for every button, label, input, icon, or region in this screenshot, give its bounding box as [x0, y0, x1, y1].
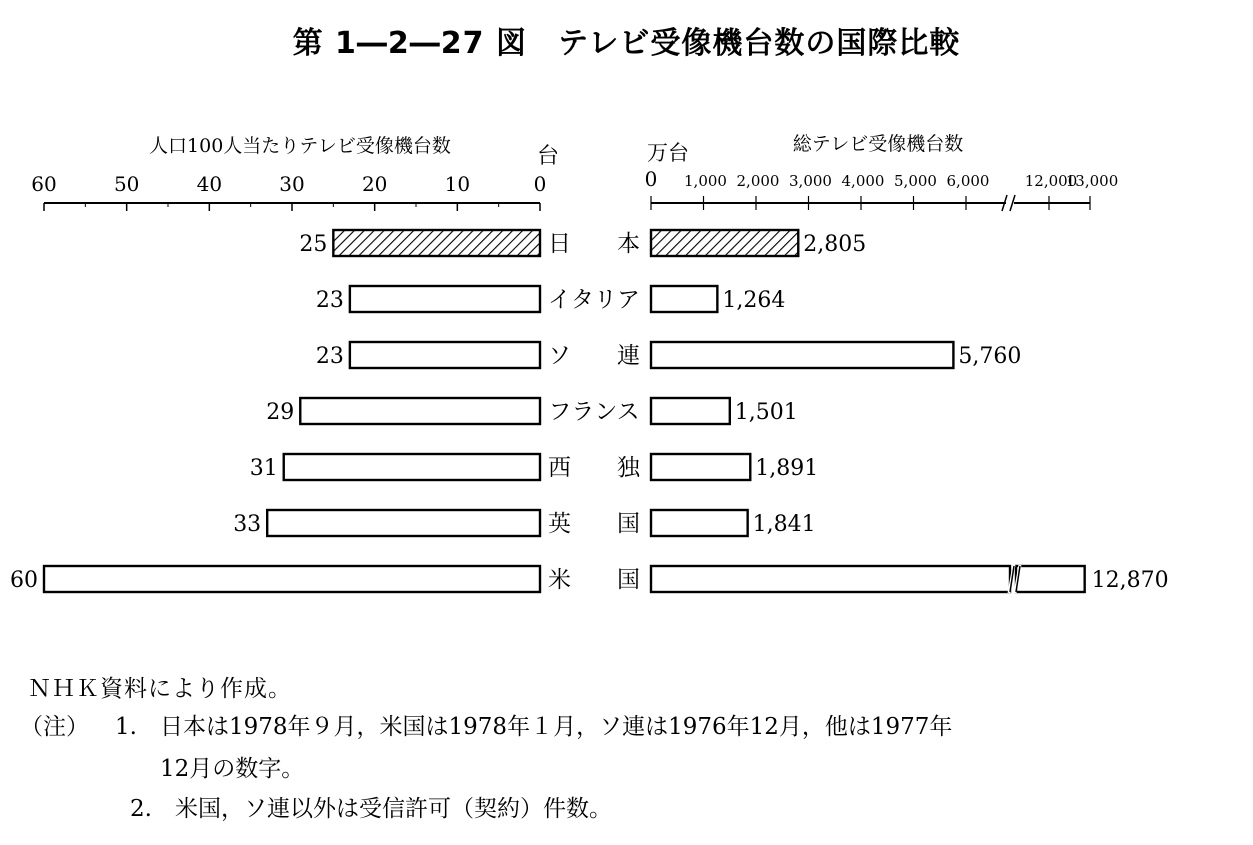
left-bar-value-label: 23 [315, 344, 344, 369]
left-tick-label: 60 [31, 172, 57, 196]
note-1-text: 日本は1978年９月，米国は1978年１月，ソ連は1976年12月，他は1977年 [160, 714, 953, 740]
right-tick-label: 1,000 [684, 172, 727, 190]
right-bar [651, 230, 798, 256]
axis-break-mark [1002, 195, 1015, 211]
right-tick-label: 13,000 [1065, 172, 1119, 190]
left-bar [333, 230, 540, 256]
right-tick-label: 12,000 [1024, 172, 1078, 190]
right-tick-label: 3,000 [789, 172, 832, 190]
country-label: 日 本 [548, 231, 640, 257]
right-bar-value-label: 12,870 [1091, 568, 1169, 593]
note-1-continued: 12月の数字。 [160, 756, 305, 782]
country-label: 西 独 [548, 455, 640, 481]
left-bar-value-label: 29 [266, 400, 295, 425]
right-bar-value-label: 1,891 [755, 456, 819, 481]
country-labels [548, 231, 641, 593]
right-tick-label: 6,000 [946, 172, 990, 190]
left-tick-label: 0 [533, 172, 547, 196]
right-tick-label: 5,000 [894, 172, 937, 190]
left-tick-label: 40 [196, 172, 223, 196]
left-axis-title: 人口100人当たりテレビ受像機台数 [149, 135, 451, 157]
right-bar [651, 398, 730, 424]
country-label: ソ 連 [548, 343, 640, 369]
note-1 [20, 708, 952, 741]
left-bar-value-label: 60 [10, 568, 38, 593]
left-bar [300, 398, 540, 424]
note-2-number: 2. [130, 796, 152, 822]
right-bar-value-label: 1,264 [722, 288, 786, 313]
left-bar [267, 510, 540, 536]
note-2-text: 米国，ソ連以外は受信許可（契約）件数。 [175, 796, 612, 822]
right-bar [651, 510, 748, 536]
left-bar-value-label: 33 [233, 512, 262, 537]
right-axis-title: 総テレビ受像機台数 [792, 133, 964, 155]
left-bar-value-label: 31 [249, 456, 278, 481]
right-bar-value-label: 5,760 [958, 344, 1022, 369]
left-tick-label: 50 [113, 172, 140, 196]
note-2 [130, 790, 612, 823]
right-bar-value-label: 1,841 [752, 512, 816, 537]
right-tick-label: 0 [644, 167, 658, 191]
right-tick-label: 2,000 [736, 172, 780, 190]
source-note: ＮＨＫ資料により作成。 [28, 676, 292, 702]
figure-title: 第 1―2―27 図 テレビ受像機台数の国際比較 [292, 26, 961, 61]
country-label: フランス [548, 399, 640, 425]
left-tick-label: 10 [444, 172, 471, 196]
left-tick-label: 30 [279, 172, 305, 196]
left-bar [350, 342, 540, 368]
per-capita-chart [10, 135, 559, 593]
country-label: イタリア [548, 287, 640, 313]
left-bar [44, 566, 540, 592]
total-sets-chart [645, 133, 1169, 593]
right-bar-value-label: 2,805 [803, 232, 867, 257]
left-bar [284, 454, 540, 480]
left-bar-value-label: 25 [299, 232, 328, 257]
country-label: 英 国 [548, 511, 640, 537]
note-prefix: （注） [20, 714, 89, 740]
right-bar [651, 454, 750, 480]
note-1-number: 1. [115, 714, 137, 740]
right-bar [651, 286, 717, 312]
left-unit-label: 台 [536, 144, 560, 169]
left-bar [350, 286, 540, 312]
left-tick-label: 20 [361, 172, 388, 196]
left-bar-value-label: 23 [315, 288, 344, 313]
right-unit-label: 万台 [647, 141, 689, 165]
right-bar-segment [1016, 566, 1085, 592]
right-tick-label: 4,000 [841, 172, 885, 190]
right-bar-segment [651, 566, 1010, 592]
right-bar-value-label: 1,501 [734, 400, 798, 425]
right-bar [651, 342, 953, 368]
country-label: 米 国 [548, 567, 640, 593]
